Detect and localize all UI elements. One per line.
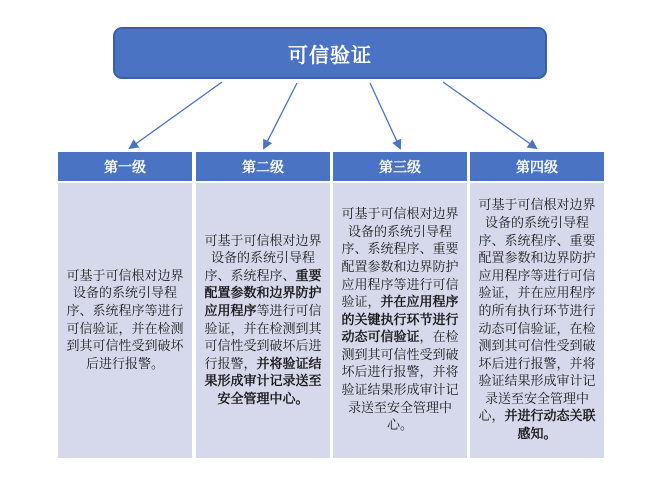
- level-2-seg-2: 等进行可信验证，并在检测到其可信性受到破坏后进行报警，: [204, 303, 322, 372]
- level-4-header: [470, 152, 604, 181]
- level-3-seg-0: 可基于可信根对边界设备的系统引导程序、系统程序、重要配置参数和边界防护应用程序等进行可信验证，: [341, 207, 459, 311]
- level-4-body: [470, 183, 604, 458]
- level-3-text: [339, 206, 461, 435]
- level-3-header: [333, 152, 467, 181]
- level-3-body: [333, 183, 467, 458]
- level-1-text: [64, 268, 186, 374]
- level-4-header-label: 第四级: [516, 159, 558, 176]
- level-2-header: [196, 152, 330, 181]
- level-1-seg-0: 可基于可信根对边界设备的系统引导程序、系统程序等进行可信验证，并在检测到其可信性受到破坏后进行报警。: [66, 268, 184, 372]
- level-4-seg-1: 并进行动态关联感知。: [504, 409, 596, 443]
- level-1-body: [58, 183, 192, 458]
- level-1-header-label: 第一级: [104, 159, 146, 176]
- arrow-to-level-4: [443, 82, 536, 148]
- arrow-to-level-2: [264, 83, 297, 148]
- level-2-seg-0: 可基于可信根对边界设备的系统引导程序、系统程序、: [204, 233, 322, 284]
- level-3-header-label: 第三级: [379, 159, 421, 176]
- level-4-text: [476, 197, 598, 443]
- level-2-text: [202, 233, 324, 409]
- level-2-body: [196, 183, 330, 458]
- level-1-header: [58, 152, 192, 181]
- level-3-seg-1: 并在应用程序的关键执行环节进行动态可信验证: [341, 295, 459, 346]
- level-3-seg-2: ，在检测到其可信性受到破坏后进行报警，并将验证结果形成审计记录送至安全管理中心。: [341, 330, 459, 434]
- level-2-seg-3: 并将验证结果形成审计记录送至安全管理中心。: [204, 356, 322, 407]
- level-2-seg-1: 重要配置参数和边界防护应用程序: [204, 268, 322, 319]
- diagram-title: 可信验证: [288, 42, 372, 67]
- arrow-to-level-1: [130, 82, 222, 148]
- level-4-seg-0: 可基于可信根对边界设备的系统引导程序、系统程序、重要配置参数和边界防护应用程序等进行可信验证，并在应用程序的所有执行环节进行动态可信验证，在检测到其可信性受到破坏后进行报警，并将验证结果形成审计记录送至安全管理中心，: [478, 198, 596, 425]
- level-2-header-label: 第二级: [242, 159, 284, 176]
- arrow-to-level-3: [370, 83, 400, 148]
- connector-arrows: [0, 0, 662, 160]
